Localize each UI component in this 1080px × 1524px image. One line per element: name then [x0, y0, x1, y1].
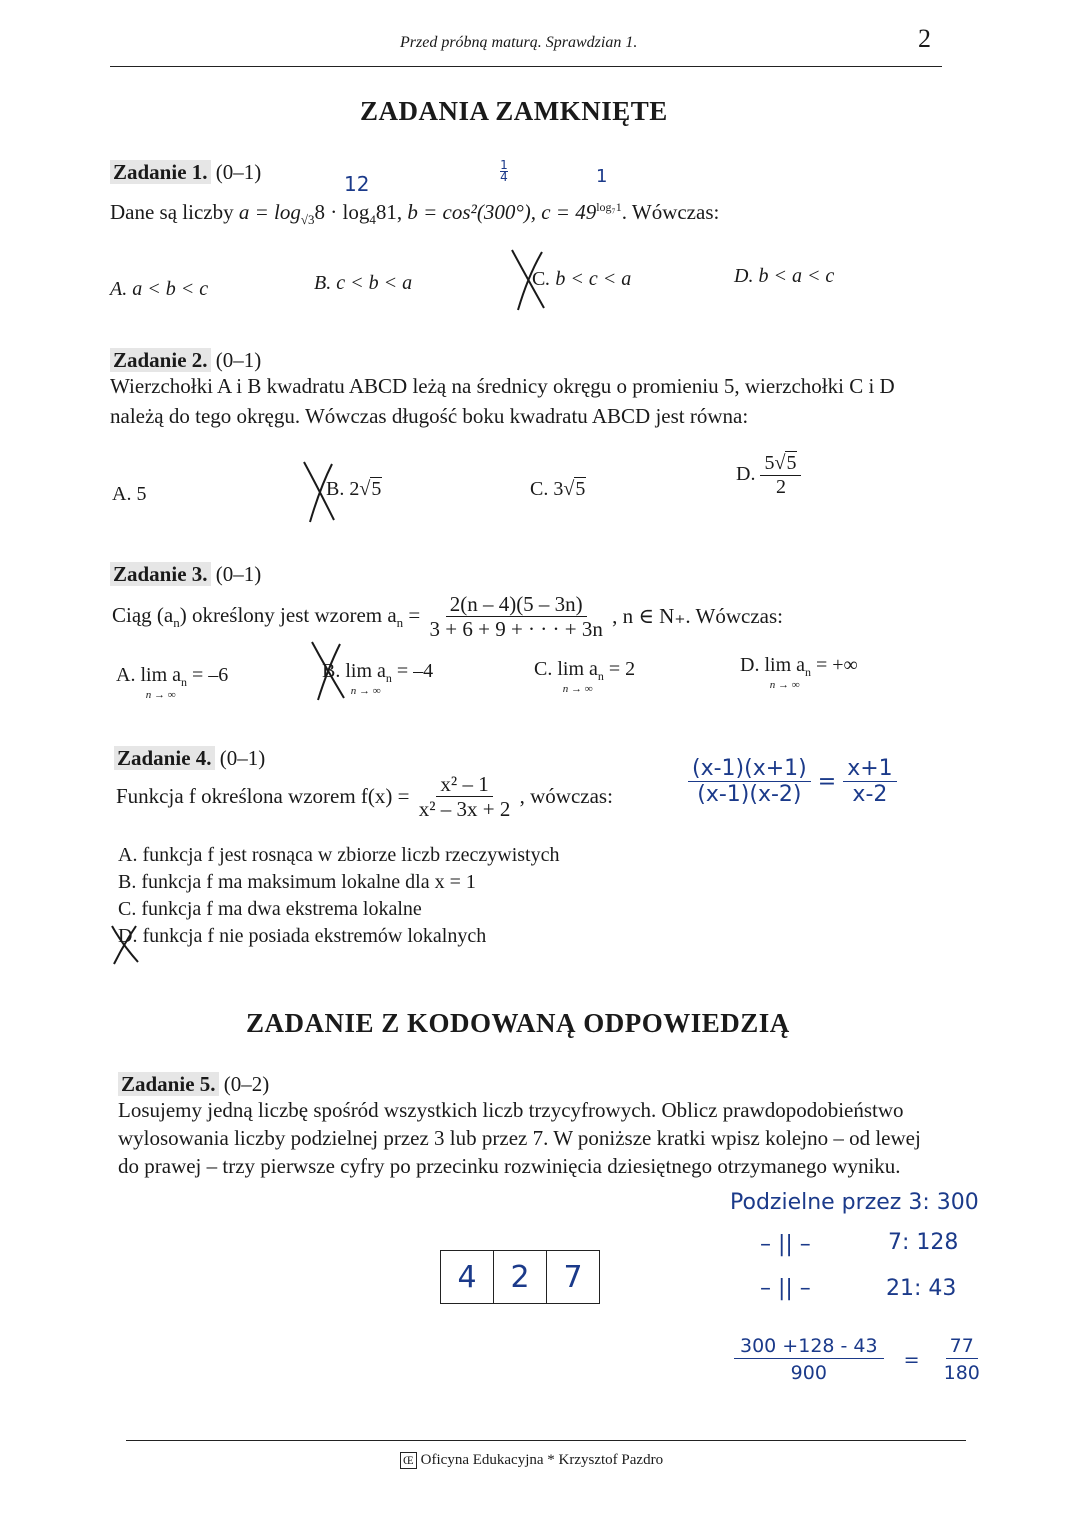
- task1-header: [110, 160, 261, 185]
- task3-label: Zadanie 3.: [110, 562, 211, 586]
- page-number: 2: [918, 24, 931, 53]
- section-title-closed: ZADANIA ZAMKNIĘTE: [360, 96, 668, 126]
- task2-label: Zadanie 2.: [110, 348, 211, 372]
- task1-note-quarter: 1 4: [500, 158, 508, 184]
- task4-option-b[interactable]: B. funkcja f ma maksimum lokalne dla x = 1: [118, 871, 476, 893]
- task1-option-c[interactable]: C. b < c < a: [532, 268, 632, 290]
- task2-header: [110, 348, 261, 373]
- task4-cross-mark-icon: [108, 922, 142, 968]
- task5-header: [118, 1072, 269, 1097]
- task1-points: (0–1): [215, 160, 262, 184]
- task5-hw-line1: Podzielne przez 3: 300: [730, 1190, 979, 1215]
- task2-option-d[interactable]: D. $\frac{5√5}{2}$: [736, 452, 801, 499]
- task3-points: (0–1): [215, 562, 262, 586]
- task3-formula: $\frac{2(n - 4)(5 - 3n)}{3 + 6 + 9 + \cdot \cdot \cdot + 3n}$: [429, 592, 603, 642]
- task5-line2: wylosowania liczby podzielnej przez 3 lub przez 7. W poniższe kratki wpisz kolejno – od lewej: [118, 1126, 921, 1150]
- task5-label: Zadanie 5.: [118, 1072, 219, 1096]
- task4-option-c[interactable]: C. funkcja f ma dwa ekstrema lokalne: [118, 898, 422, 920]
- header-rule: [110, 66, 942, 67]
- task1-note-12: 12: [344, 172, 370, 196]
- running-title: Przed próbną maturą. Sprawdzian 1.: [400, 34, 638, 51]
- task1-note-1: 1: [596, 166, 608, 187]
- answer-box-3[interactable]: 7: [546, 1250, 600, 1304]
- task5-hw-calculation: $\frac{300 +128 - 43}{900}$ = $\frac{77}{180}$: [734, 1336, 984, 1385]
- task3-option-a[interactable]: A. lim a n → ∞ $_n$ = –6: [116, 664, 229, 701]
- task1-label: Zadanie 1.: [110, 160, 211, 184]
- task4-options: [118, 842, 559, 950]
- task5-hw-line2-right: 7: 128: [888, 1230, 959, 1255]
- task2-option-c[interactable]: C. 3√5: [530, 478, 586, 500]
- task1-option-a[interactable]: A. a < b < c: [110, 278, 209, 300]
- task5-line1: Losujemy jedną liczbę spośród wszystkich liczb trzycyfrowych. Oblicz prawdopodobieństwo: [118, 1098, 904, 1122]
- answer-box-2[interactable]: 2: [493, 1250, 547, 1304]
- task3-statement: Ciąg $(a_n)$ określony jest wzorem $a_n$ = $\frac{2(n - 4)(5 - 3n)}{3 + 6 + 9 + \cdot \cdot \cdot + 3n}$ , n ∈ N₊. Wówczas:: [112, 592, 783, 642]
- section-title-coded: ZADANIE Z KODOWANĄ ODPOWIEDZIĄ: [246, 1008, 790, 1038]
- task3-option-d[interactable]: D. lim a n → ∞ $_n$ = +∞: [740, 654, 858, 691]
- task4-option-d[interactable]: D. funkcja f nie posiada ekstremów lokalnych: [118, 925, 487, 947]
- task5-hw-line3-left: – || –: [760, 1276, 811, 1301]
- task5-hw-line2-left: – || –: [760, 1232, 811, 1257]
- task5-points: (0–2): [223, 1072, 270, 1096]
- task1-statement: Dane są liczby $a = \log_{√3}8 \cdot \log_481$, b = cos²(300°), $c = 49^{log_71}$. Wówczas:: [110, 200, 720, 228]
- task2-points: (0–1): [215, 348, 262, 372]
- task3-option-c[interactable]: C. lim a n → ∞ $_n$ = 2: [534, 658, 636, 695]
- task3-option-b[interactable]: B. lim a n → ∞ $_n$ = –4: [322, 660, 434, 697]
- task4-handwritten-work: $\frac{(x-1)(x+1)}{(x-1)(x-2)}$ = $\frac{x+1}{x-2}$: [688, 756, 897, 808]
- task3-header: [110, 562, 261, 587]
- task4-formula: $\frac{\text{x² – 1}}{\text{x² – 3x + 2}}$: [418, 772, 511, 822]
- task2-option-b[interactable]: B. 2√5: [326, 478, 382, 500]
- task4-option-a[interactable]: A. funkcja f jest rosnąca w zbiorze liczb rzeczywistych: [118, 844, 560, 866]
- task1-cross-mark-icon: [506, 246, 550, 314]
- answer-box-1[interactable]: 4: [440, 1250, 494, 1304]
- task4-statement: Funkcja f określona wzorem f(x) = $\frac{\text{x² – 1}}{\text{x² – 3x + 2}}$ , wówczas:: [116, 772, 613, 822]
- footer-publisher: Œ Oficyna Edukacyjna * Krzysztof Pazdro: [400, 1452, 663, 1469]
- footer-rule: [126, 1440, 966, 1441]
- task3-cross-mark-icon: [308, 638, 348, 704]
- task5-line3: do prawej – trzy pierwsze cyfry po przecinku rozwinięcia dziesiętnego otrzymanego wyniku.: [118, 1154, 901, 1178]
- task2-option-a[interactable]: A. 5: [112, 483, 147, 505]
- task1-option-d[interactable]: D. b < a < c: [734, 265, 835, 287]
- task4-label: Zadanie 4.: [114, 746, 215, 770]
- task1-option-b[interactable]: B. c < b < a: [314, 272, 413, 294]
- task2-cross-mark-icon: [298, 458, 342, 526]
- publisher-logo-icon: Œ: [400, 1452, 417, 1469]
- task5-hw-line3-right: 21: 43: [886, 1276, 957, 1301]
- task2-line2: należą do tego okręgu. Wówczas długość boku kwadratu ABCD jest równa:: [110, 404, 749, 428]
- task4-points: (0–1): [219, 746, 266, 770]
- task2-line1: Wierzchołki A i B kwadratu ABCD leżą na średnicy okręgu o promieniu 5, wierzchołki C i D: [110, 374, 895, 398]
- task4-header: [114, 746, 265, 771]
